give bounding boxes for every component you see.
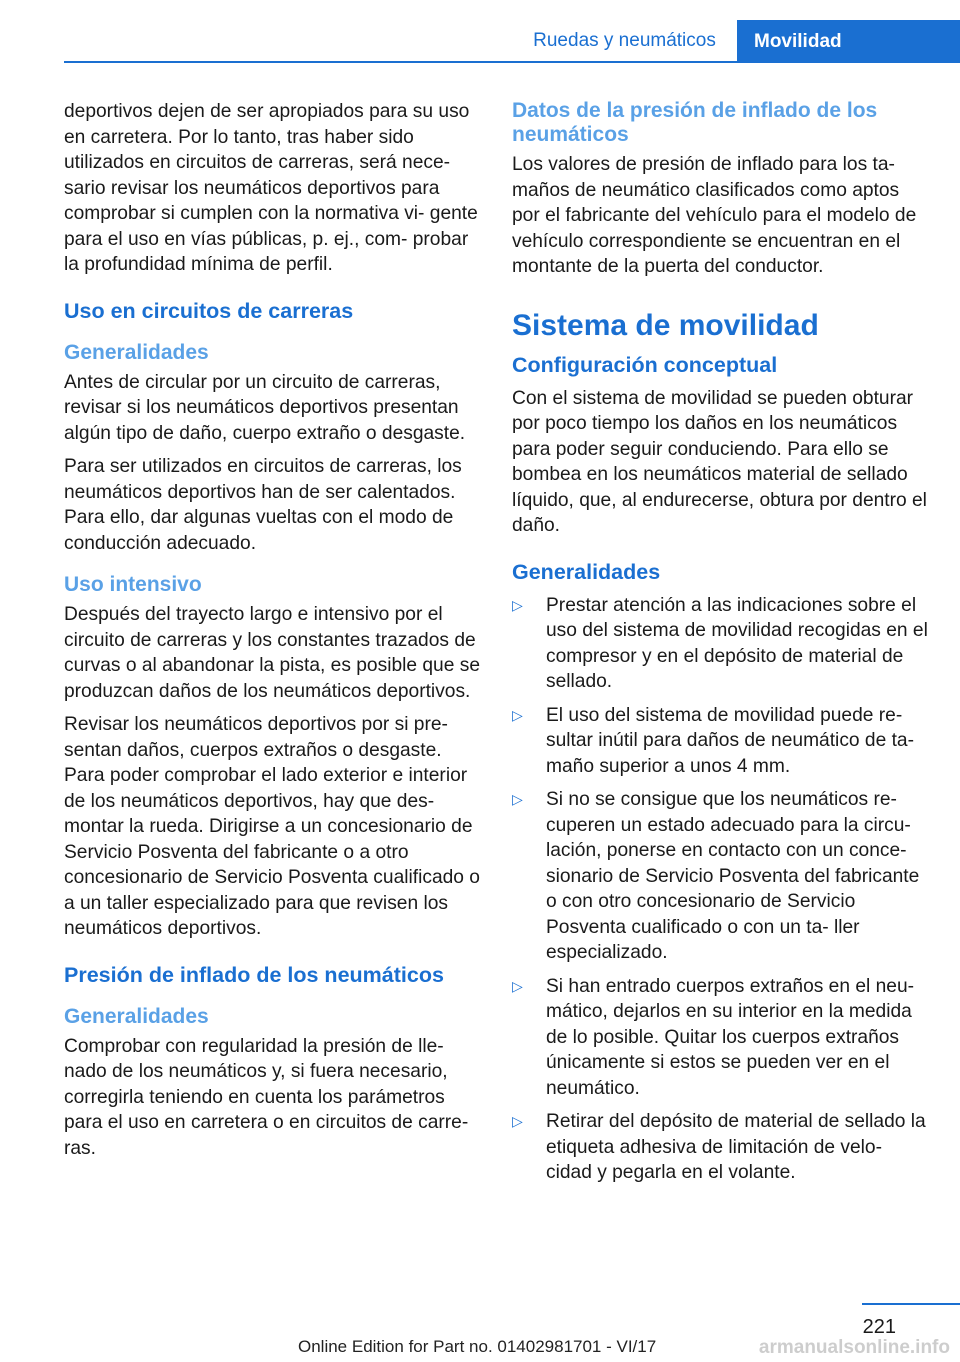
heading-presion: Presión de inflado de los neumáticos	[64, 962, 444, 987]
list-item-text: Si han entrado cuerpos extraños en el neu‐ mático, dejarlos en su interior en la medida de lo posible. Quitar los cuerpos extraños únicamente si estos se pueden ver en el neumático.	[546, 975, 915, 1099]
right-column	[512, 99, 932, 1194]
subheading-datos-presion: Datos de la presión de inflado de los neumáticos	[512, 99, 878, 146]
edition-note: Online Edition for Part no. 01402981701 - VI/17	[298, 1337, 657, 1356]
left-column	[64, 99, 482, 1169]
paragraph-con-el: Con el sistema de movilidad se pueden obturar por poco tiempo los daños en los neumáticos para poder seguir conduciendo. Para ello se bombea en los neumáticos material de sellado líquido, que, al endurecerse, obtura por dentro el daño.	[512, 387, 927, 536]
paragraph-despues: Después del trayecto largo e intensivo por el circuito de carreras y los constantes trazados de curvas o al abandonar la pista, es posible que se produzcan daños de los neumáticos deportivos.	[64, 604, 480, 702]
triangle-bullet-icon: ▷	[512, 706, 523, 723]
paragraph-para-ser: Para ser utilizados en circuitos de carreras, los neumáticos deportivos han de ser calentados. Para ello, dar algunas vueltas con el modo de conducción adecuado.	[64, 456, 462, 554]
list-item-text: El uso del sistema de movilidad puede re‐ sultar inútil para daños de neumático de ta‐ maño superior a unos 4 mm.	[546, 704, 914, 777]
list-item	[512, 1109, 932, 1186]
paragraph-antes: Antes de circular por un circuito de carreras, revisar si los neumáticos deportivos presentan algún tipo de daño, cuerpo extraño o desgaste.	[64, 371, 466, 444]
triangle-bullet-icon: ▷	[512, 977, 523, 994]
list-item	[512, 593, 932, 695]
paragraph-comprobar: Comprobar con regularidad la presión de lle‐ nado de los neumáticos y, si fuera necesario, corregirla teniendo en cuenta los parámetros para el uso en carretera o en circuitos de carre‐ ras.	[64, 1035, 469, 1159]
triangle-bullet-icon: ▷	[512, 791, 523, 807]
subheading-generalidades-1: Generalidades	[64, 340, 209, 364]
list-item	[512, 787, 932, 966]
paragraph-valores: Los valores de presión de inflado para los ta‐ maños de neumático clasificados como aptos por el fabricante del vehículo para el modelo de vehículo correspondiente se encuentran en el montante de la puerta del conductor.	[512, 154, 917, 277]
heading-uso-circuitos: Uso en circuitos de carreras	[64, 298, 354, 323]
watermark: armanualsonline.info	[758, 1337, 950, 1358]
subheading-generalidades-2: Generalidades	[64, 1004, 209, 1028]
subheading-uso-intensivo: Uso intensivo	[64, 573, 202, 596]
section-title: Ruedas y neumáticos	[533, 30, 716, 51]
heading-configuracion: Configuración conceptual	[512, 352, 778, 377]
chapter-tab: Movilidad	[737, 20, 960, 62]
page-header	[0, 0, 960, 62]
list-item	[512, 703, 932, 780]
intro-paragraph: deportivos dejen de ser apropiados para su uso en carretera. Por lo tanto, tras haber sido utilizados en circuitos de carreras, será nece‐ sario revisar los neumáticos deportivos para comprobar si cumplen con la normativa vi‐ gente para el uso en vías públicas, p. ej., com‐ probar la profundidad mínima de perfil.	[64, 101, 478, 275]
list-item-text: Prestar atención a las indicaciones sobre el uso del sistema de movilidad recogidas en el compresor y en el depósito de material de sellado.	[546, 594, 928, 692]
heading-sistema-movilidad: Sistema de movilidad	[512, 308, 819, 342]
page-number: 221	[862, 1316, 896, 1338]
paragraph-revisar: Revisar los neumáticos deportivos por si pre‐ sentan daños, cuerpos extraños o desgaste. Para poder comprobar el lado exterior e interior de los neumáticos deportivos, hay que des‐ montar la rueda. Dirigirse a un concesionario de Servicio Posventa del fabricante o a otro concesionario de Servicio Posventa cualificado o a un taller especializado para que revisen los neumáticos deportivos.	[64, 714, 480, 939]
heading-generalidades: Generalidades	[512, 559, 661, 584]
triangle-bullet-icon: ▷	[512, 596, 523, 613]
list-item-text: Retirar del depósito de material de sellado la etiqueta adhesiva de limitación de velo‐ cidad y pegarla en el volante.	[546, 1111, 926, 1183]
footer-rule	[862, 1303, 960, 1305]
header-rule	[64, 61, 960, 63]
list-item-text: Si no se consigue que los neumáticos re‐ cuperen un estado adecuado para la circu‐ lación, ponerse en contacto con un conce‐ sionario de Servicio Posventa del fabricante o con otro concesionario de Servicio Posventa cualificado o con un ta‐ ller especializado.	[546, 789, 920, 963]
triangle-bullet-icon: ▷	[512, 1113, 523, 1129]
list-item	[512, 974, 932, 1102]
bullet-list	[512, 593, 932, 1186]
